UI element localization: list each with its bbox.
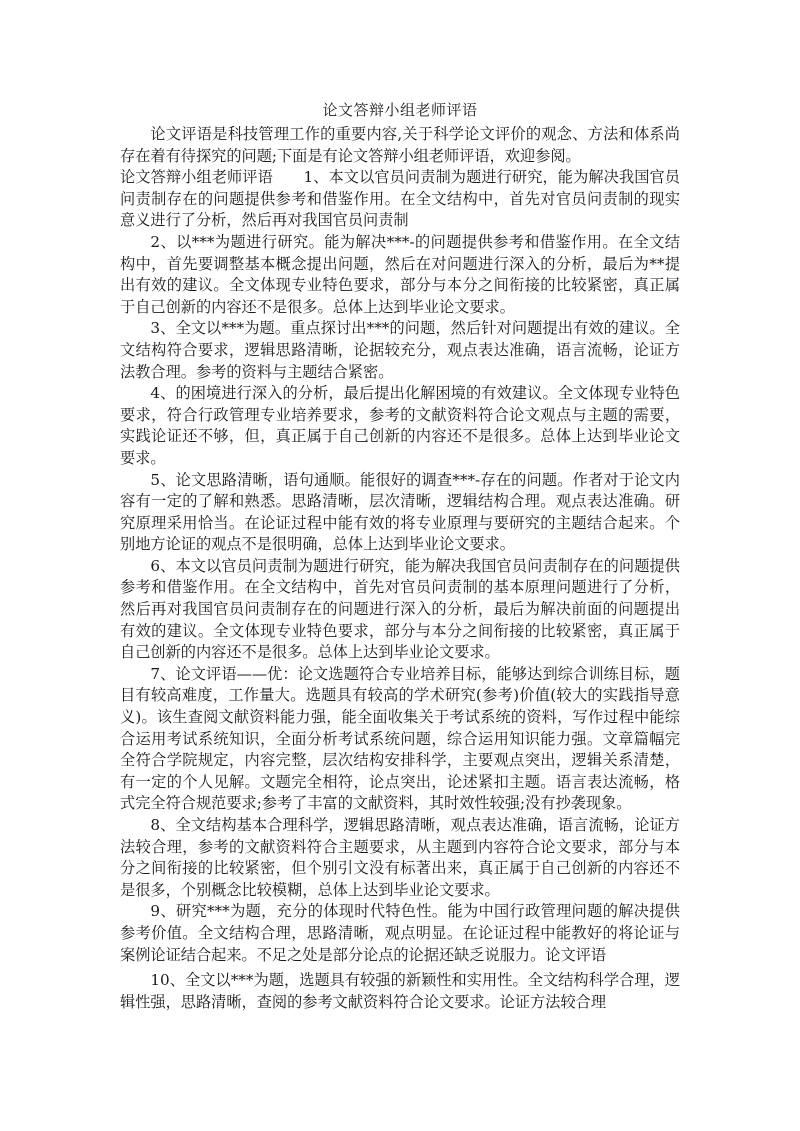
comment-paragraph-1: 论文答辩小组老师评语 1、本文以官员问责制为题进行研究，能为解决我国官员问责制存在的问题提供参考和借鉴作用。在全文结构中，首先对官员问责制的现实意义进行了分析，然后再对我国官员问责制: [120, 168, 680, 230]
comment-paragraph-5: 5、论文思路清晰，语句通顺。能很好的调查***-存在的问题。作者对于论文内容有一定的了解和熟悉。思路清晰，层次清晰，逻辑结构合理。观点表达准确。研究原理采用恰当。在论证过程中能有效的将专业原理与要研究的主题结合起来。个别地方论证的观点不是很明确，总体上达到毕业论文要求。: [120, 470, 680, 554]
comment-paragraph-7: 7、论文评语——优：论文选题符合专业培养目标，能够达到综合训练目标，题目有较高难度，工作量大。选题具有较高的学术研究(参考)价值(较大的实践指导意义)。该生查阅文献资料能力强，能全面收集关于考试系统的资料，写作过程中能综合运用考试系统知识，全面分析考试系统问题，综合运用知识能力强。文章篇幅完全符合学院规定，内容完整，层次结构安排科学，主要观点突出，逻辑关系清楚，有一定的个人见解。文题完全相符，论点突出，论述紧扣主题。语言表达流畅，格式完全符合规范要求;参考了丰富的文献资料，其时效性较强;没有抄袭现象。: [120, 664, 680, 813]
comment-paragraph-8: 8、全文结构基本合理科学，逻辑思路清晰，观点表达准确，语言流畅，论证方法较合理，参考的文献资料符合主题要求，从主题到内容符合论文要求，部分与本分之间衔接的比较紧密，但个别引文没有标著出来，真正属于自己创新的内容还不是很多，个别概念比较模糊，总体上达到毕业论文要求。: [120, 816, 680, 899]
comment-paragraph-9: 9、研究***为题，充分的体现时代特色性。能为中国行政管理问题的解决提供参考价值。全文结构合理，思路清晰，观点明显。在论证过程中能教好的将论证与案例论证结合起来。不足之处是部分论点的论据还缺乏说服力。论文评语: [120, 902, 680, 964]
document-body: [120, 100, 680, 1013]
comment-paragraph-2: 2、以***为题进行研究。能为解决***-的问题提供参考和借鉴作用。在全文结构中，首先要调整基本概念提出问题，然后在对问题进行深入的分析，最后为**提出有效的建议。全文体现专业特色要求，部分与本分之间衔接的比较紧密，真正属于自己创新的内容还不是很多。总体上达到毕业论文要求。: [120, 232, 680, 316]
intro-paragraph: 论文评语是科技管理工作的重要内容,关于科学论文评价的观念、方法和体系尚存在着有待探究的问题;下面是有论文答辩小组老师评语，欢迎参阅。: [120, 125, 680, 165]
comment-paragraph-4: 4、的困境进行深入的分析，最后提出化解困境的有效建议。全文体现专业特色要求，符合行政管理专业培养要求，参考的文献资料符合论文观点与主题的需要，实践论证还不够，但，真正属于自己创新的内容还不是很多。总体上达到毕业论文要求。: [120, 384, 680, 467]
document-title: 论文答辩小组老师评语: [322, 101, 478, 119]
comment-paragraph-6: 6、本文以官员问责制为题进行研究，能为解决我国官员问责制存在的问题提供参考和借鉴作用。在全文结构中，首先对官员问责制的基本原理问题进行了分析，然后再对我国官员问责制存在的问题进行深入的分析，最后为解决前面的问题提出有效的建议。全文体现专业特色要求，部分与本分之间衔接的比较紧密，真正属于自己创新的内容还不是很多。总体上达到毕业论文要求。: [120, 556, 680, 662]
comment-paragraph-10: 10、全文以***为题，选题具有较强的新颖性和实用性。全文结构科学合理，逻辑性强，思路清晰，查阅的参考文献资料符合论文要求。论证方法较合理: [120, 971, 680, 1011]
comment-paragraph-3: 3、全文以***为题。重点探讨出***的问题，然后针对问题提出有效的建议。全文结构符合要求，逻辑思路清晰，论据较充分，观点表达准确，语言流畅，论证方法教合理。参考的资料与主题结合紧密。: [120, 319, 680, 381]
